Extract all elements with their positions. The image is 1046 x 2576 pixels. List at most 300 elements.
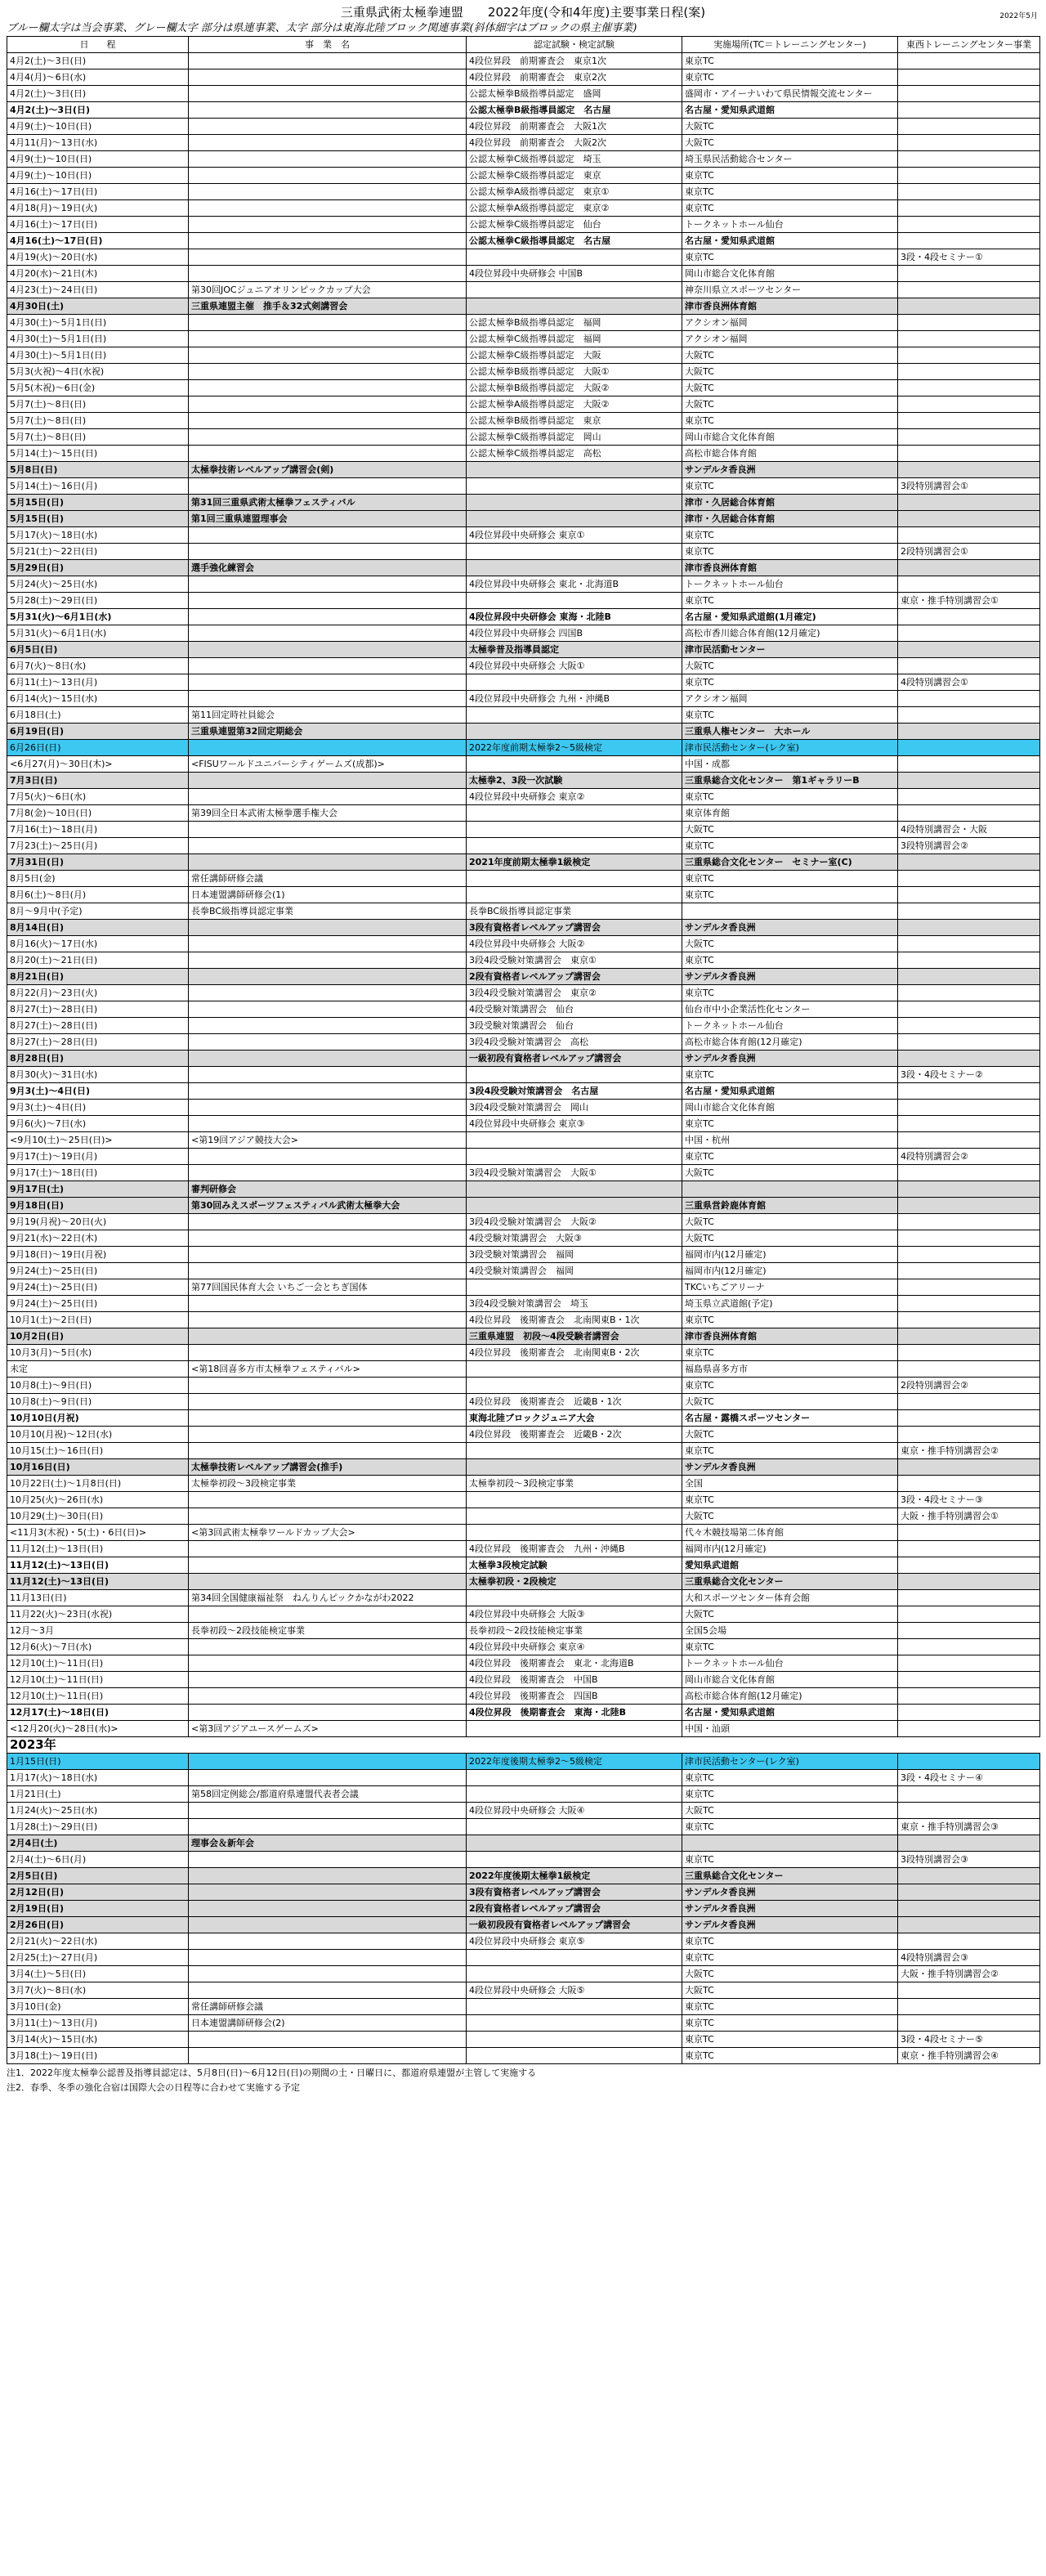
row-training-center bbox=[898, 364, 1040, 380]
table-row bbox=[7, 1083, 1040, 1100]
row-training-center bbox=[898, 1132, 1040, 1149]
row-training-center bbox=[898, 756, 1040, 773]
row-event bbox=[189, 119, 467, 135]
row-date: 8月～9月中(予定) bbox=[7, 903, 189, 920]
table-row bbox=[7, 936, 1040, 952]
table-row bbox=[7, 1982, 1040, 1999]
table-row bbox=[7, 86, 1040, 102]
row-training-center bbox=[898, 625, 1040, 642]
row-event: 三重県連盟主催 推手＆32式剣講習会 bbox=[189, 298, 467, 315]
row-venue: 大阪TC bbox=[682, 1394, 898, 1410]
table-row bbox=[7, 560, 1040, 576]
row-exam bbox=[467, 1443, 682, 1459]
table-row bbox=[7, 1852, 1040, 1868]
row-exam: 4段位昇段中央研修会 大阪② bbox=[467, 936, 682, 952]
table-row bbox=[7, 1459, 1040, 1476]
row-venue: 三重県人権センター 大ホール bbox=[682, 724, 898, 740]
table-row bbox=[7, 1034, 1040, 1051]
row-venue: 三重県総合文化センター bbox=[682, 1868, 898, 1884]
row-date: 4月4(月)～6日(水) bbox=[7, 69, 189, 86]
row-venue: 大阪TC bbox=[682, 1982, 898, 1999]
row-training-center bbox=[898, 1034, 1040, 1051]
row-date: 4月9(土)～10日(日) bbox=[7, 151, 189, 168]
row-training-center bbox=[898, 1835, 1040, 1852]
row-event: <第3回武術太極拳ワールドカップ大会> bbox=[189, 1525, 467, 1541]
row-training-center bbox=[898, 1574, 1040, 1590]
row-venue: 津市民活動センター(レク室) bbox=[682, 740, 898, 756]
row-venue: 埼玉県立武道館(予定) bbox=[682, 1296, 898, 1312]
row-exam: 3段4段受験対策講習会 高松 bbox=[467, 1034, 682, 1051]
row-date: 8月21日(日) bbox=[7, 969, 189, 985]
row-date: 4月16(土)～17日(日) bbox=[7, 217, 189, 233]
row-venue: 東京TC bbox=[682, 1312, 898, 1328]
row-event: <第3回アジアユースゲームズ> bbox=[189, 1721, 467, 1737]
row-event: <第19回アジア競技大会> bbox=[189, 1132, 467, 1149]
row-training-center: 3段・4段セミナー① bbox=[898, 249, 1040, 266]
row-training-center bbox=[898, 527, 1040, 544]
row-date: 5月31(火)～6月1日(水) bbox=[7, 625, 189, 642]
document-date: 2022年5月 bbox=[999, 12, 1038, 20]
table-row bbox=[7, 1051, 1040, 1067]
row-training-center bbox=[898, 429, 1040, 446]
row-venue: トークネットホール仙台 bbox=[682, 217, 898, 233]
row-training-center: 4段特別講習会・大阪 bbox=[898, 822, 1040, 838]
row-event bbox=[189, 985, 467, 1001]
table-row bbox=[7, 1116, 1040, 1132]
table-row bbox=[7, 1950, 1040, 1966]
row-event: 三重県連盟第32回定期総会 bbox=[189, 724, 467, 740]
row-venue: 岡山市総合文化体育館 bbox=[682, 1100, 898, 1116]
row-venue: サンデルタ香良洲 bbox=[682, 1917, 898, 1933]
row-venue: 大阪TC bbox=[682, 822, 898, 838]
table-row bbox=[7, 1296, 1040, 1312]
row-date: 4月18(月)～19日(火) bbox=[7, 200, 189, 217]
table-row bbox=[7, 462, 1040, 478]
row-venue: 東京TC bbox=[682, 789, 898, 805]
row-date: 5月7(土)～8日(日) bbox=[7, 429, 189, 446]
document-header bbox=[7, 3, 1039, 21]
row-date: 7月5(火)～6日(水) bbox=[7, 789, 189, 805]
row-training-center bbox=[898, 773, 1040, 789]
row-venue: 東京TC bbox=[682, 1786, 898, 1803]
row-training-center bbox=[898, 200, 1040, 217]
row-exam: 一級初段有資格者レベルアップ講習会 bbox=[467, 1051, 682, 1067]
row-exam: 公認太極拳A級指導員認定 東京② bbox=[467, 200, 682, 217]
row-exam: 4段位昇段 後期審査会 東海・北陸B bbox=[467, 1705, 682, 1721]
row-exam: 4段位昇段中央研修会 大阪⑤ bbox=[467, 1982, 682, 1999]
row-date: 8月16(火)～17日(水) bbox=[7, 936, 189, 952]
row-date: 6月7(火)～8日(水) bbox=[7, 658, 189, 674]
row-exam bbox=[467, 1770, 682, 1786]
table-row bbox=[7, 1574, 1040, 1590]
row-training-center bbox=[898, 151, 1040, 168]
table-row bbox=[7, 217, 1040, 233]
table-row bbox=[7, 1312, 1040, 1328]
header-exam: 認定試験・検定試験 bbox=[467, 37, 682, 53]
row-date: 9月18日(日) bbox=[7, 1198, 189, 1214]
table-row bbox=[7, 119, 1040, 135]
row-venue: 大阪TC bbox=[682, 135, 898, 151]
row-date: 12月6(火)～7日(水) bbox=[7, 1639, 189, 1655]
row-training-center bbox=[898, 1541, 1040, 1557]
row-training-center bbox=[898, 1623, 1040, 1639]
row-date: 12月10(土)～11日(日) bbox=[7, 1655, 189, 1672]
row-venue: 三重県営鈴鹿体育館 bbox=[682, 1198, 898, 1214]
row-date: 4月2(土)～3日(日) bbox=[7, 102, 189, 119]
table-row bbox=[7, 1688, 1040, 1705]
row-training-center bbox=[898, 1754, 1040, 1770]
table-row bbox=[7, 446, 1040, 462]
row-training-center bbox=[898, 1361, 1040, 1378]
row-exam: 3段4段受験対策講習会 岡山 bbox=[467, 1100, 682, 1116]
row-date: 5月29日(日) bbox=[7, 560, 189, 576]
row-venue: 大阪TC bbox=[682, 1214, 898, 1230]
table-row bbox=[7, 102, 1040, 119]
row-training-center bbox=[898, 462, 1040, 478]
row-date: <12月20(火)～28日(水)> bbox=[7, 1721, 189, 1737]
row-venue: 全国5会場 bbox=[682, 1623, 898, 1639]
row-exam: 2段有資格者レベルアップ講習会 bbox=[467, 969, 682, 985]
row-training-center: 東京・推手特別講習会② bbox=[898, 1443, 1040, 1459]
row-venue: 東京TC bbox=[682, 2048, 898, 2064]
row-event bbox=[189, 86, 467, 102]
row-event bbox=[189, 1378, 467, 1394]
row-exam bbox=[467, 887, 682, 903]
row-date: 11月13日(日) bbox=[7, 1590, 189, 1606]
row-training-center: 4段特別講習会③ bbox=[898, 1950, 1040, 1966]
row-venue: 福岡市内(12月確定) bbox=[682, 1541, 898, 1557]
row-event bbox=[189, 1688, 467, 1705]
row-training-center bbox=[898, 380, 1040, 396]
row-date: 11月12(土)～13日(日) bbox=[7, 1574, 189, 1590]
table-row bbox=[7, 53, 1040, 69]
row-training-center bbox=[898, 2015, 1040, 2032]
row-venue: 東京TC bbox=[682, 1639, 898, 1655]
row-exam bbox=[467, 1378, 682, 1394]
row-exam bbox=[467, 593, 682, 609]
row-date: 10月22日(土)～1月8日(日) bbox=[7, 1476, 189, 1492]
row-date: 2月19日(日) bbox=[7, 1901, 189, 1917]
table-row bbox=[7, 1786, 1040, 1803]
table-row bbox=[7, 1819, 1040, 1835]
row-event bbox=[189, 1394, 467, 1410]
row-exam: 公認太極拳C級指導員認定 埼玉 bbox=[467, 151, 682, 168]
row-exam: 4段位昇段 後期審査会 北南関東B・2次 bbox=[467, 1345, 682, 1361]
row-training-center bbox=[898, 69, 1040, 86]
table-row bbox=[7, 805, 1040, 822]
row-date: 6月11(土)～13日(月) bbox=[7, 674, 189, 691]
row-exam: 3段4段受験対策講習会 東京② bbox=[467, 985, 682, 1001]
row-event bbox=[189, 674, 467, 691]
row-venue: 名古屋・愛知県武道館 bbox=[682, 1705, 898, 1721]
row-exam: 4段位昇段中央研修会 九州・沖縄B bbox=[467, 691, 682, 707]
table-row bbox=[7, 331, 1040, 347]
row-exam bbox=[467, 1819, 682, 1835]
row-event bbox=[189, 658, 467, 674]
row-exam bbox=[467, 1950, 682, 1966]
row-exam bbox=[467, 1999, 682, 2015]
row-exam: 太極拳初段・2段検定 bbox=[467, 1574, 682, 1590]
table-header-row bbox=[7, 37, 1040, 53]
row-date: 9月17(土)～19日(月) bbox=[7, 1149, 189, 1165]
row-venue: 東京TC bbox=[682, 69, 898, 86]
row-event: 長拳初段～2段技能検定事業 bbox=[189, 1623, 467, 1639]
row-exam bbox=[467, 478, 682, 495]
row-training-center bbox=[898, 233, 1040, 249]
table-row bbox=[7, 822, 1040, 838]
row-exam: 公認太極拳B級指導員認定 盛岡 bbox=[467, 86, 682, 102]
row-venue: 高松市総合体育館(12月確定) bbox=[682, 1034, 898, 1051]
row-venue: 三重県総合文化センター セミナー室(C) bbox=[682, 854, 898, 871]
row-event bbox=[189, 1247, 467, 1263]
row-date: 3月4(土)～5日(日) bbox=[7, 1966, 189, 1982]
row-venue: 大阪TC bbox=[682, 119, 898, 135]
row-exam: 3段4段受験対策講習会 東京① bbox=[467, 952, 682, 969]
row-date: 2月4(土)～6日(月) bbox=[7, 1852, 189, 1868]
row-date: 2月4日(土) bbox=[7, 1835, 189, 1852]
row-exam: 長拳BC級指導員認定事業 bbox=[467, 903, 682, 920]
table-row bbox=[7, 233, 1040, 249]
row-date: 8月6(土)～8日(月) bbox=[7, 887, 189, 903]
row-venue: 津市・久居総合体育館 bbox=[682, 511, 898, 527]
row-venue: トークネットホール仙台 bbox=[682, 576, 898, 593]
row-venue: 大阪TC bbox=[682, 1803, 898, 1819]
row-venue: 東京TC bbox=[682, 887, 898, 903]
row-venue: 津市香良洲体育館 bbox=[682, 298, 898, 315]
table-row bbox=[7, 593, 1040, 609]
row-date: 8月27(土)～28日(日) bbox=[7, 1034, 189, 1051]
row-date: 8月27(土)～28日(日) bbox=[7, 1018, 189, 1034]
row-event bbox=[189, 1328, 467, 1345]
row-training-center bbox=[898, 952, 1040, 969]
row-exam: 3段4段受験対策講習会 大阪② bbox=[467, 1214, 682, 1230]
row-date: 5月31(火)～6月1日(水) bbox=[7, 609, 189, 625]
row-training-center bbox=[898, 135, 1040, 151]
row-event bbox=[189, 789, 467, 805]
row-exam: 4段位昇段中央研修会 東北・北海道B bbox=[467, 576, 682, 593]
row-event: 太極拳技術レベルアップ講習会(剣) bbox=[189, 462, 467, 478]
row-event bbox=[189, 1803, 467, 1819]
row-event bbox=[189, 380, 467, 396]
row-exam: 4段位昇段 前期審査会 東京1次 bbox=[467, 53, 682, 69]
table-row bbox=[7, 1361, 1040, 1378]
row-date: 10月16日(日) bbox=[7, 1459, 189, 1476]
table-row bbox=[7, 429, 1040, 446]
row-training-center bbox=[898, 1476, 1040, 1492]
table-row bbox=[7, 69, 1040, 86]
schedule-body bbox=[7, 53, 1040, 2064]
row-date: 9月3(土)～4日(日) bbox=[7, 1100, 189, 1116]
row-training-center bbox=[898, 282, 1040, 298]
table-row bbox=[7, 266, 1040, 282]
row-training-center bbox=[898, 495, 1040, 511]
row-event bbox=[189, 135, 467, 151]
row-date: 7月23(土)～25日(月) bbox=[7, 838, 189, 854]
row-event bbox=[189, 576, 467, 593]
table-row bbox=[7, 495, 1040, 511]
row-exam: 2022年度後期太極拳1級検定 bbox=[467, 1868, 682, 1884]
row-venue: 高松市香川総合体育館(12月確定) bbox=[682, 625, 898, 642]
row-exam: 4段位昇段 後期審査会 九州・沖縄B bbox=[467, 1541, 682, 1557]
row-training-center bbox=[898, 1901, 1040, 1917]
row-exam: 一級初段段有資格者レベルアップ講習会 bbox=[467, 1917, 682, 1933]
row-event bbox=[189, 1655, 467, 1672]
row-event bbox=[189, 2048, 467, 2064]
table-row bbox=[7, 1001, 1040, 1018]
row-venue: 東京TC bbox=[682, 168, 898, 184]
row-date: 6月14(火)～15日(水) bbox=[7, 691, 189, 707]
row-exam bbox=[467, 1279, 682, 1296]
row-exam bbox=[467, 1067, 682, 1083]
row-exam bbox=[467, 511, 682, 527]
row-event bbox=[189, 53, 467, 69]
row-event bbox=[189, 1606, 467, 1623]
row-date: 10月2日(日) bbox=[7, 1328, 189, 1345]
row-exam: 4段位昇段 前期審査会 大阪1次 bbox=[467, 119, 682, 135]
row-exam bbox=[467, 544, 682, 560]
row-venue: サンデルタ香良洲 bbox=[682, 462, 898, 478]
row-venue: 岡山市総合文化体育館 bbox=[682, 429, 898, 446]
header-event: 事 業 名 bbox=[189, 37, 467, 53]
row-date: 未定 bbox=[7, 1361, 189, 1378]
row-training-center bbox=[898, 1655, 1040, 1672]
row-date: 2月5日(日) bbox=[7, 1868, 189, 1884]
row-exam: 4段位昇段中央研修会 東京⑤ bbox=[467, 1933, 682, 1950]
row-date: 9月6(火)～7日(水) bbox=[7, 1116, 189, 1132]
row-training-center bbox=[898, 1982, 1040, 1999]
row-exam: 3段4段受験対策講習会 埼玉 bbox=[467, 1296, 682, 1312]
row-exam: 4段位昇段中央研修会 東海・北陸B bbox=[467, 609, 682, 625]
row-date: 5月15日(日) bbox=[7, 495, 189, 511]
row-venue: 東京TC bbox=[682, 249, 898, 266]
row-exam: 太極拳普及指導員認定 bbox=[467, 642, 682, 658]
table-row bbox=[7, 282, 1040, 298]
table-row bbox=[7, 576, 1040, 593]
header-date: 日 程 bbox=[7, 37, 189, 53]
row-exam: 長拳初段～2段技能検定事業 bbox=[467, 1623, 682, 1639]
row-training-center bbox=[898, 560, 1040, 576]
row-date: 9月21(水)～22日(木) bbox=[7, 1230, 189, 1247]
row-event: 審判研修会 bbox=[189, 1181, 467, 1198]
table-row bbox=[7, 1672, 1040, 1688]
row-event bbox=[189, 1296, 467, 1312]
row-venue: アクシオン福岡 bbox=[682, 315, 898, 331]
row-exam bbox=[467, 1181, 682, 1198]
row-date: 11月22(火)～23日(水祝) bbox=[7, 1606, 189, 1623]
table-row bbox=[7, 1590, 1040, 1606]
table-row bbox=[7, 380, 1040, 396]
row-date: 10月10日(月祝) bbox=[7, 1410, 189, 1427]
table-row bbox=[7, 952, 1040, 969]
row-event bbox=[189, 1917, 467, 1933]
header-venue: 実施場所(TC＝トレーニングセンター) bbox=[682, 37, 898, 53]
row-venue: 大阪TC bbox=[682, 1230, 898, 1247]
row-venue: 津市民活動センター bbox=[682, 642, 898, 658]
row-event bbox=[189, 593, 467, 609]
color-legend-note: ブルー欄太字は当会事業、グレー欄太字 部分は県連事業、太字 部分は東海北陸ブロック関連事業(斜体細字はブロックの県主催事業) bbox=[7, 22, 637, 34]
row-date: 5月21(土)～22日(日) bbox=[7, 544, 189, 560]
row-date: 1月28(土)～29日(日) bbox=[7, 1819, 189, 1835]
row-date: 4月19(火)～20日(水) bbox=[7, 249, 189, 266]
row-event bbox=[189, 1639, 467, 1655]
row-venue: 仙台市中小企業活性化センター bbox=[682, 1001, 898, 1018]
row-venue: 東京TC bbox=[682, 1852, 898, 1868]
row-training-center bbox=[898, 511, 1040, 527]
row-event bbox=[189, 936, 467, 952]
row-event: 第77回国民体育大会 いちご一会とちぎ国体 bbox=[189, 1279, 467, 1296]
table-row bbox=[7, 315, 1040, 331]
row-exam: 4段位昇段 後期審査会 北南関東B・1次 bbox=[467, 1312, 682, 1328]
table-row bbox=[7, 1917, 1040, 1933]
row-training-center bbox=[898, 1427, 1040, 1443]
row-date: 4月16(土)～17日(日) bbox=[7, 184, 189, 200]
row-exam: 公認太極拳A級指導員認定 東京① bbox=[467, 184, 682, 200]
row-event bbox=[189, 249, 467, 266]
row-exam: 4段位昇段 後期審査会 近畿B・1次 bbox=[467, 1394, 682, 1410]
table-row bbox=[7, 1705, 1040, 1721]
row-training-center: 東京・推手特別講習会① bbox=[898, 593, 1040, 609]
row-date: 2月21(火)～22日(水) bbox=[7, 1933, 189, 1950]
row-venue: 大阪TC bbox=[682, 1427, 898, 1443]
row-venue: 東京TC bbox=[682, 544, 898, 560]
row-venue: 名古屋・愛知県武道館 bbox=[682, 233, 898, 249]
table-row bbox=[7, 1132, 1040, 1149]
row-venue: サンデルタ香良洲 bbox=[682, 1884, 898, 1901]
row-training-center: 2段特別講習会① bbox=[898, 544, 1040, 560]
row-venue: サンデルタ香良洲 bbox=[682, 1459, 898, 1476]
table-row bbox=[7, 298, 1040, 315]
row-date: <6月27(月)～30日(木)> bbox=[7, 756, 189, 773]
row-venue: 東京TC bbox=[682, 53, 898, 69]
row-event bbox=[189, 1819, 467, 1835]
row-exam: 4段位昇段中央研修会 東京① bbox=[467, 527, 682, 544]
table-row bbox=[7, 1884, 1040, 1901]
row-exam bbox=[467, 1149, 682, 1165]
row-training-center bbox=[898, 1557, 1040, 1574]
table-row bbox=[7, 724, 1040, 740]
row-exam: 公認太極拳C級指導員認定 高松 bbox=[467, 446, 682, 462]
row-date: 2月12日(日) bbox=[7, 1884, 189, 1901]
row-date: 12月～3月 bbox=[7, 1623, 189, 1639]
row-date: 5月17(火)～18日(水) bbox=[7, 527, 189, 544]
row-event: 第11回定時社員総会 bbox=[189, 707, 467, 724]
table-row bbox=[7, 396, 1040, 413]
row-venue bbox=[682, 1181, 898, 1198]
row-venue: 全国 bbox=[682, 1476, 898, 1492]
row-event bbox=[189, 1312, 467, 1328]
row-training-center bbox=[898, 1214, 1040, 1230]
row-date: 10月1(土)～2日(日) bbox=[7, 1312, 189, 1328]
row-event bbox=[189, 266, 467, 282]
row-event bbox=[189, 1018, 467, 1034]
row-exam: 4段位昇段中央研修会 大阪③ bbox=[467, 1606, 682, 1623]
row-venue: 大阪TC bbox=[682, 1508, 898, 1525]
row-date: 4月2(土)～3日(日) bbox=[7, 86, 189, 102]
row-event bbox=[189, 1165, 467, 1181]
row-event bbox=[189, 1345, 467, 1361]
row-event bbox=[189, 1541, 467, 1557]
table-row bbox=[7, 691, 1040, 707]
row-training-center: 3段特別講習会① bbox=[898, 478, 1040, 495]
row-venue: 代々木競技場第二体育館 bbox=[682, 1525, 898, 1541]
row-exam bbox=[467, 1721, 682, 1737]
table-row bbox=[7, 1165, 1040, 1181]
row-exam: 4段位昇段中央研修会 大阪① bbox=[467, 658, 682, 674]
row-exam: 公認太極拳C級指導員認定 仙台 bbox=[467, 217, 682, 233]
row-event bbox=[189, 1001, 467, 1018]
row-exam: 公認太極拳B級指導員認定 大阪② bbox=[467, 380, 682, 396]
row-event: 太極拳技術レベルアップ講習会(推手) bbox=[189, 1459, 467, 1476]
